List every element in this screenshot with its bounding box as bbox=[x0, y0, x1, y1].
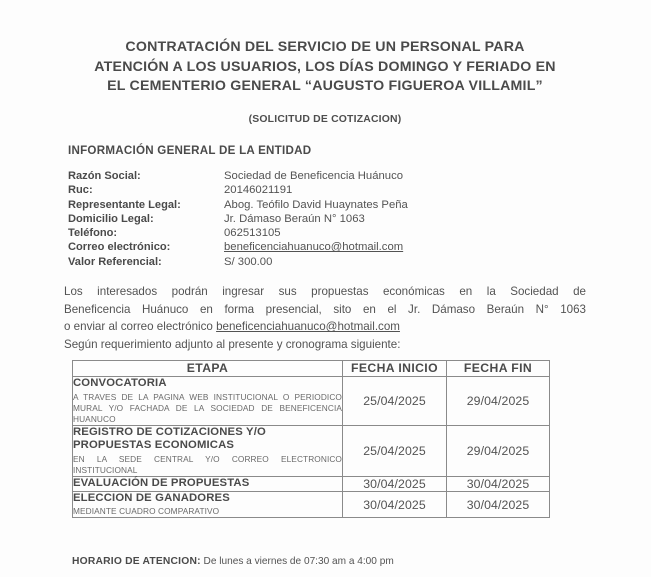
info-value: S/ 300.00 bbox=[224, 255, 273, 268]
table-row bbox=[73, 491, 550, 518]
etapa-description-line: HUANUCO bbox=[73, 413, 116, 424]
cell-fecha-fin: 29/04/2025 bbox=[447, 425, 550, 476]
etapa-description-line: INSTITUCIONAL bbox=[73, 464, 138, 475]
info-row-correo-electronico bbox=[68, 241, 568, 255]
etapa-title: EVALUACIÓN DE PROPUESTAS bbox=[73, 476, 250, 489]
cell-fecha-inicio: 30/04/2025 bbox=[343, 491, 447, 518]
info-row-telefono bbox=[68, 227, 568, 241]
title-line-3: EL CEMENTERIO GENERAL “AUGUSTO FIGUEROA VILLAMIL” bbox=[107, 78, 543, 94]
entity-info-list bbox=[68, 170, 568, 270]
etapa-description bbox=[73, 454, 342, 476]
info-value: 062513105 bbox=[224, 227, 281, 240]
info-value: 20146021191 bbox=[224, 184, 293, 197]
section-heading-entity-info: INFORMACIÓN GENERAL DE LA ENTIDAD bbox=[68, 144, 312, 157]
etapa-description bbox=[73, 506, 342, 517]
schedule-table bbox=[72, 360, 550, 518]
cell-fecha-fin: 30/04/2025 bbox=[447, 476, 550, 491]
email-link[interactable]: beneficenciahuanuco@hotmail.com bbox=[224, 241, 404, 254]
info-label: Correo electrónico: bbox=[68, 241, 171, 254]
email-link-inline[interactable]: beneficenciahuanuco@hotmail.com bbox=[216, 320, 400, 334]
etapa-description-line: EN LA SEDE CENTRAL Y/O CORREO ELECTRONICO bbox=[73, 453, 342, 464]
cell-fecha-inicio: 25/04/2025 bbox=[343, 425, 447, 476]
cell-etapa bbox=[73, 377, 343, 426]
paragraph-line-1: Los interesados podrán ingresar sus propuestas económicas en la Sociedad de bbox=[64, 285, 586, 298]
footer-label: HORARIO DE ATENCION: bbox=[72, 556, 201, 567]
table-header-row bbox=[73, 361, 550, 377]
info-label: Ruc: bbox=[68, 184, 93, 197]
paragraph-line-3 bbox=[64, 318, 586, 336]
cell-etapa bbox=[73, 491, 343, 518]
cell-fecha-inicio: 30/04/2025 bbox=[343, 476, 447, 491]
paragraph-line-2: Beneficencia Huánuco en forma presencial, sito en el Jr. Dámaso Beraún N° 1063 bbox=[64, 302, 586, 316]
info-row-razon-social bbox=[68, 170, 568, 184]
info-label: Razón Social: bbox=[68, 170, 141, 182]
info-row-ruc bbox=[68, 184, 568, 198]
info-label: Valor Referencial: bbox=[68, 255, 162, 268]
etapa-description-line: MURAL Y/O FACHADA DE LA SOCIEDAD DE BENEFICENCIA bbox=[73, 402, 342, 413]
title-line-2: ATENCIÓN A LOS USUARIOS, LOS DÍAS DOMINGO Y FERIADO EN bbox=[94, 58, 556, 75]
info-value: Sociedad de Beneficencia Huánuco bbox=[224, 170, 403, 182]
title-line-1: CONTRATACIÓN DEL SERVICIO DE UN PERSONAL PARA bbox=[125, 39, 525, 55]
attention-hours-footer bbox=[72, 556, 394, 567]
etapa-title: ELECCION DE GANADORES bbox=[73, 491, 230, 504]
column-header-etapa: ETAPA bbox=[73, 361, 343, 377]
cell-etapa bbox=[73, 425, 343, 476]
column-header-fecha-fin: FECHA FIN bbox=[447, 361, 550, 377]
table-row bbox=[73, 476, 550, 491]
info-value: Abog. Teófilo David Huaynates Peña bbox=[224, 198, 408, 211]
info-row-valor-referencial bbox=[68, 256, 568, 270]
etapa-description bbox=[73, 392, 342, 425]
table-row bbox=[73, 377, 550, 426]
info-row-domicilio-legal bbox=[68, 213, 568, 227]
paragraph-line-4: Según requerimiento adjunto al presente y cronograma siguiente: bbox=[64, 337, 401, 351]
document-subtitle: (SOLICITUD DE COTIZACION) bbox=[248, 114, 402, 125]
etapa-description-line: MEDIANTE CUADRO COMPARATIVO bbox=[73, 506, 220, 517]
etapa-description-line: A TRAVES DE LA PAGINA WEB INSTITUCIONAL O PERIODICO bbox=[73, 391, 342, 402]
column-header-fecha-inicio: FECHA INICIO bbox=[343, 361, 447, 377]
cell-fecha-fin: 30/04/2025 bbox=[447, 491, 550, 518]
cell-fecha-inicio: 25/04/2025 bbox=[343, 377, 447, 426]
info-row-representante-legal bbox=[68, 199, 568, 213]
etapa-title: CONVOCATORIA bbox=[73, 377, 167, 389]
cell-etapa bbox=[73, 476, 343, 491]
paragraph-line-3-prefix: o enviar al correo electrónico bbox=[64, 320, 217, 334]
submission-instructions-paragraph bbox=[64, 283, 586, 353]
table-row bbox=[73, 425, 550, 476]
footer-value: De lunes a viernes de 07:30 am a 4:00 pm bbox=[200, 556, 394, 567]
etapa-title: REGISTRO DE COTIZACIONES Y/O PROPUESTAS ECONOMICAS bbox=[73, 425, 266, 452]
cell-fecha-fin: 29/04/2025 bbox=[447, 377, 550, 426]
info-value: Jr. Dámaso Beraún N° 1063 bbox=[224, 212, 365, 225]
document-title bbox=[60, 38, 590, 97]
info-label: Teléfono: bbox=[68, 227, 118, 240]
info-label: Representante Legal: bbox=[68, 198, 181, 211]
info-label: Domicilio Legal: bbox=[68, 212, 154, 225]
